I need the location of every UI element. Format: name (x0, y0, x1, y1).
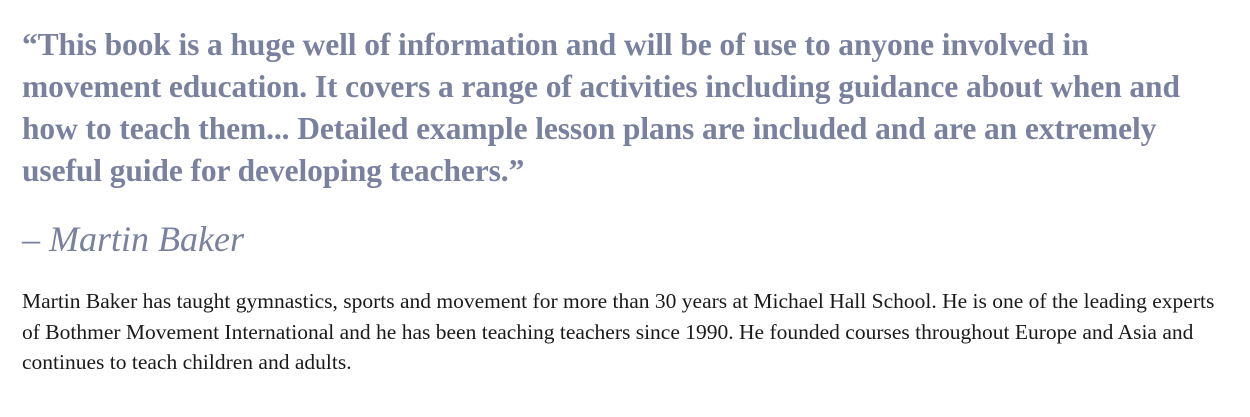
testimonial-attribution: – Martin Baker (22, 219, 244, 259)
testimonial-section (22, 24, 1227, 378)
author-bio: Martin Baker has taught gymnastics, sports and movement for more than 30 years at Michael Hall School. He is one of the leading experts of Bothmer Movement International and he has been teaching teachers since 1990. He founded courses throughout Europe and Asia and continues to teach children and adults. (22, 289, 1215, 374)
testimonial-quote: “This book is a huge well of information and will be of use to anyone involved in movement education. It covers a range of activities including guidance about when and how to teach them... Detailed example lesson plans are included and are an extremely useful guide for developing teachers.” (22, 27, 1180, 188)
